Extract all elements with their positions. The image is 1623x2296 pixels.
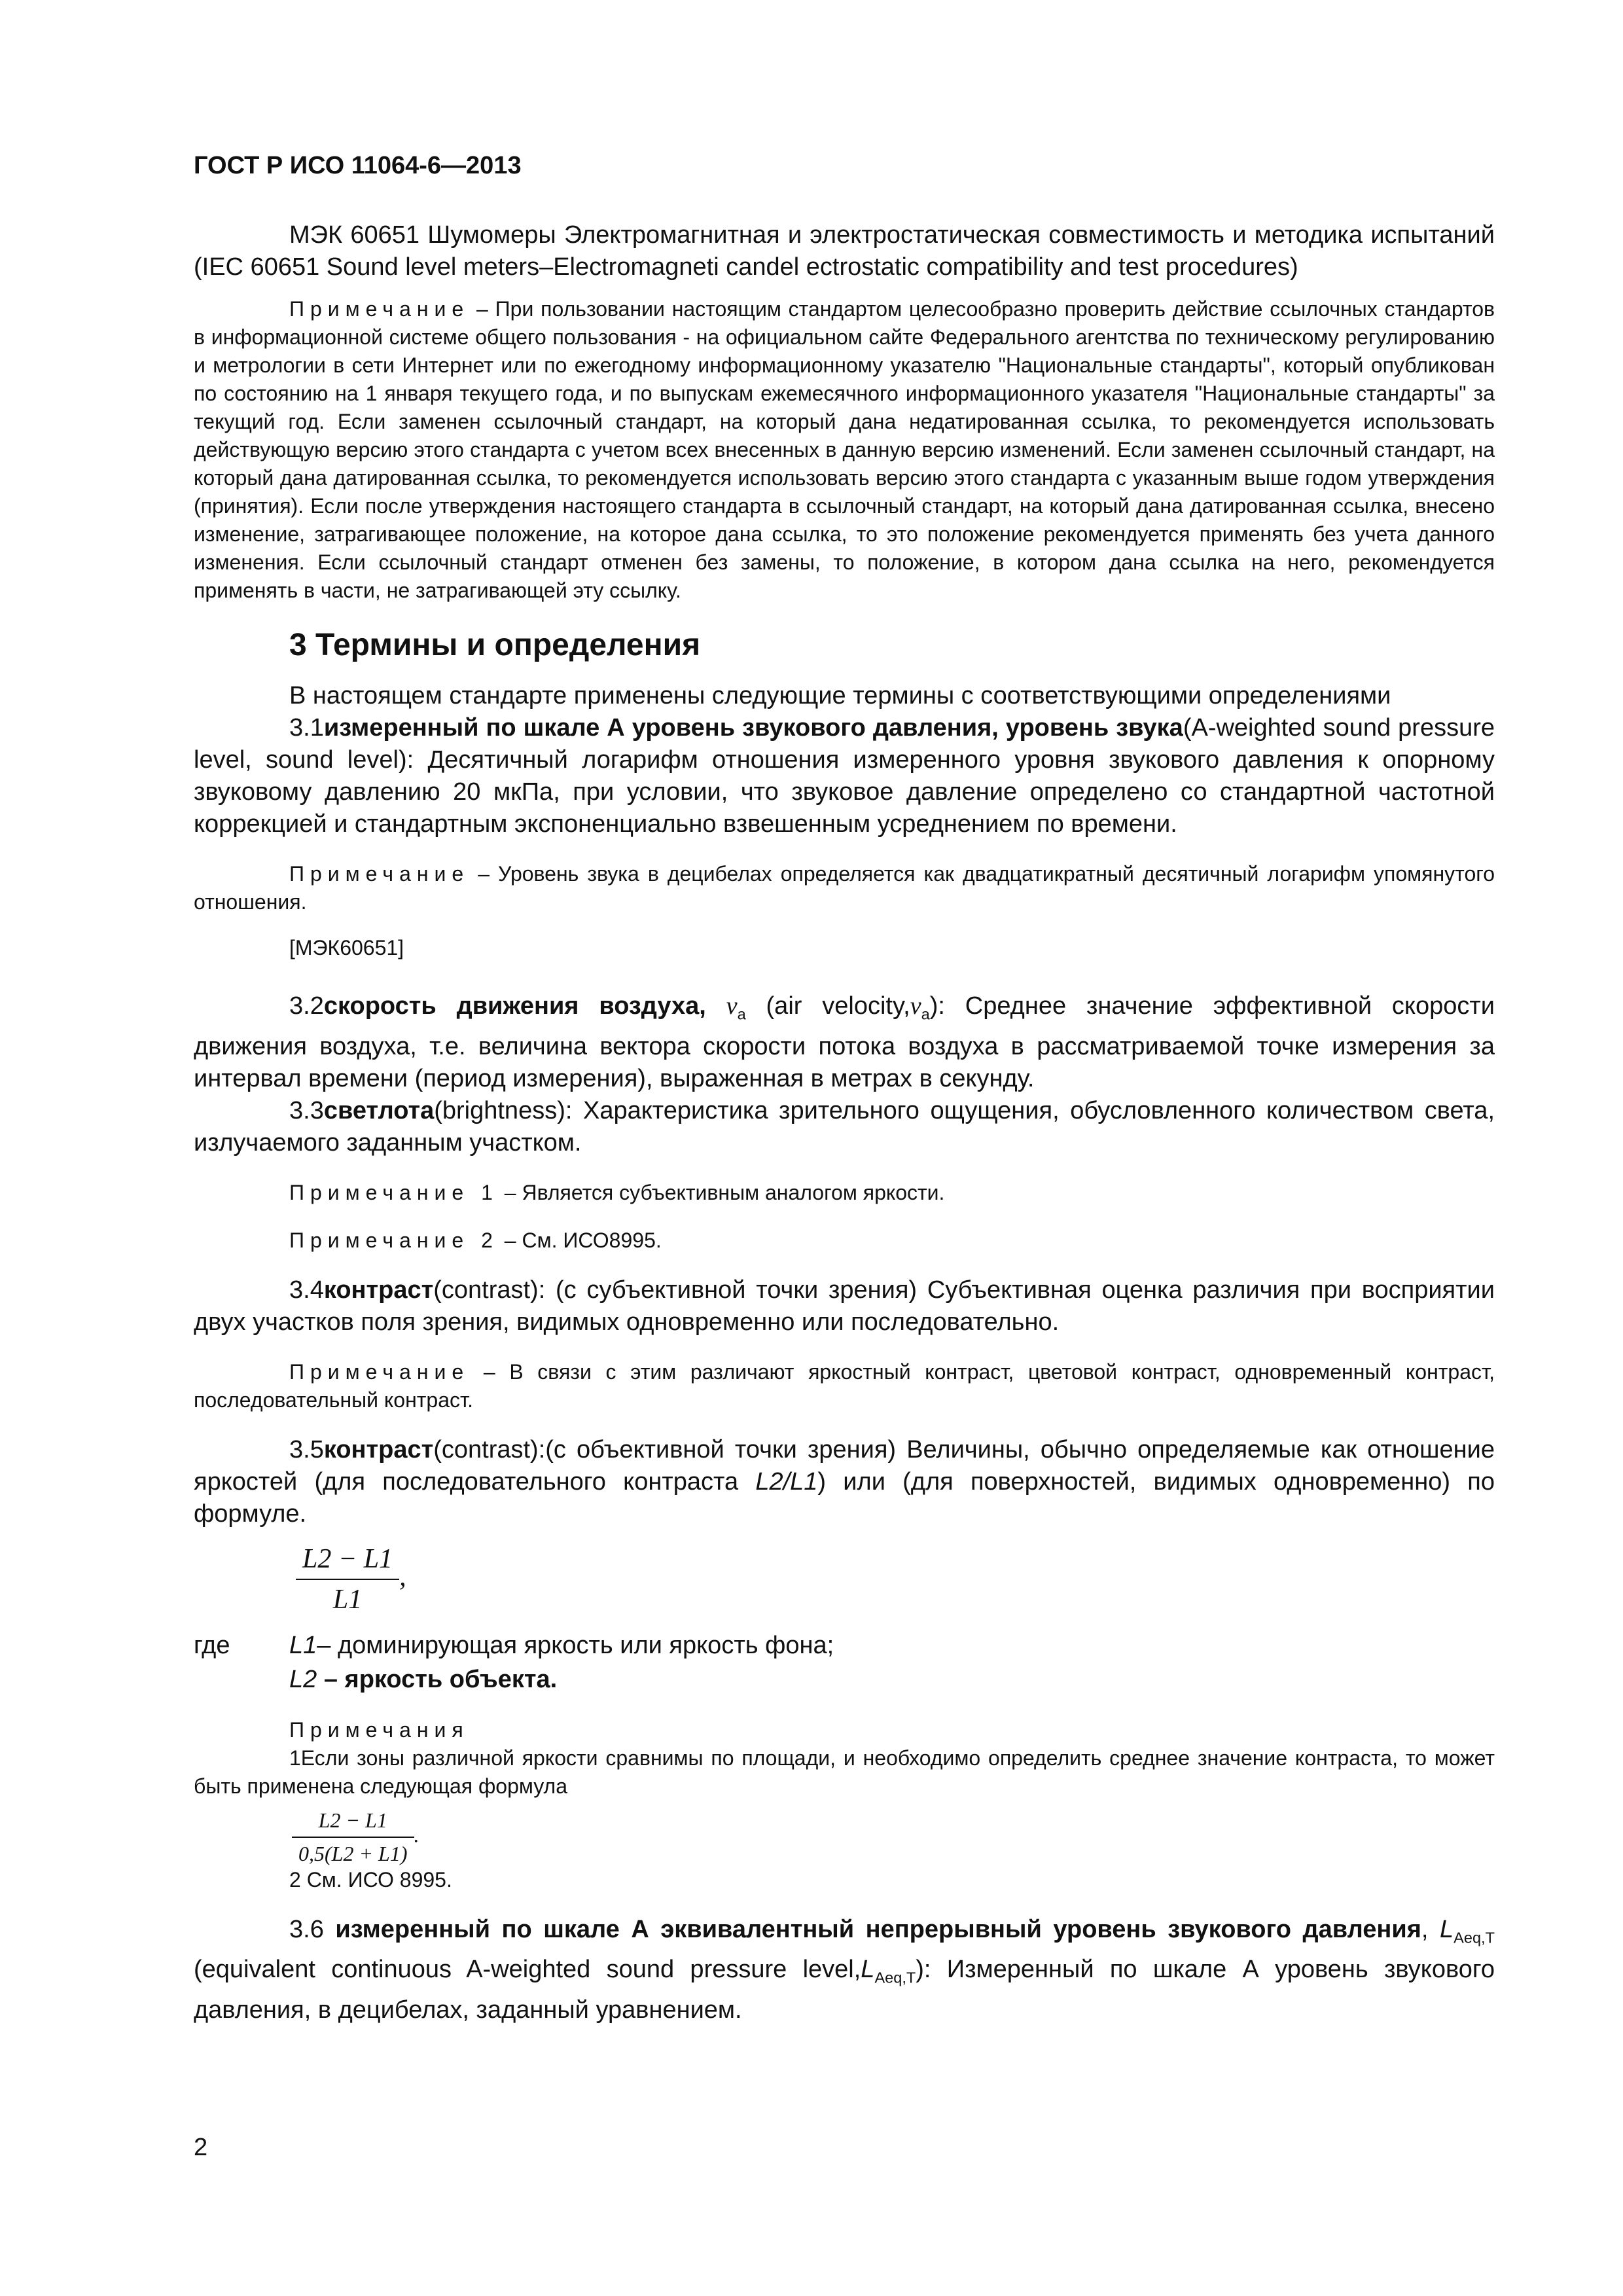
- where-label: где: [194, 1631, 230, 1659]
- fraction-numerator: L2 − L1: [296, 1543, 399, 1580]
- term-3-2: [194, 990, 1495, 1095]
- variable-symbol: L1: [289, 1631, 317, 1659]
- variable-description: – доминирующая яркость или яркость фона;: [317, 1631, 834, 1659]
- symbol: ν: [910, 992, 921, 1020]
- term-3-3-note-1: [194, 1179, 1495, 1207]
- term-3-5-note-1: 1Если зоны различной яркости сравнимы по площади, и необходимо определить среднее значение контраста, то может быть применена следующая формула: [194, 1746, 1495, 1798]
- variable-symbol: L2: [289, 1665, 317, 1693]
- term-3-5-note-2: 2 См. ИСО 8995.: [289, 1867, 452, 1892]
- term-name: контраст: [323, 1276, 434, 1304]
- note-text: – См. ИСО8995.: [498, 1228, 662, 1252]
- formula-punctuation: .: [414, 1822, 419, 1846]
- term-3-6: 3.6 измеренный по шкале А эквивалентный непрерывный уровень звукового давления, $L_{Aeq,T}$ (equivalent continuous A-weighted sound pressure $level,L_{Aeq,T}$): Измеренный по шкале А уровень звукового давления, в децибелах, заданный уравнением.: [194, 1915, 1495, 2024]
- note-text: – При пользовании настоящим стандартом целесообразно проверить действие ссылочных стандартов в информационной системе общего пользования - на официальном сайте Федерального агентства по техническому регулированию и метрологии в сети Интернет или по ежегодному информационному указателю "Национальные стандарты", который опубликован по состоянию на 1 января текущего года, и по выпускам ежемесячного информационного указателя "Национальные стандарты" за текущий год. Если заменен ссылочный стандарт, на который дана недатированная ссылка, то рекомендуется использовать действующую версию этого стандарта с учетом всех внесенных в данную версию изменений. Если заменен ссылочный стандарт, на который дана датированная ссылка, то рекомендуется использовать версию этого стандарта с указанным выше годом утверждения (принятия). Если после утверждения настоящего стандарта в ссылочный стандарт, на который дана датированная ссылка, внесено изменение, затрагивающее положение, на которое дана ссылка, то это положение рекомендуется применять без учета данного изменения. Если ссылочный стандарт отменен без замены, то положение, в котором дана ссылка на него, рекомендуется применять в части, не затрагивающей эту ссылку.: [194, 297, 1495, 602]
- term-name: измеренный по шкале А уровень звукового давления, уровень звука: [323, 714, 1183, 742]
- variable-description: – яркость объекта.: [317, 1665, 558, 1693]
- symbol: L: [861, 1956, 875, 1984]
- term-definition-end: ) или (для поверхностей, видимых одновременно) по формуле.: [194, 1467, 1495, 1528]
- symbol-subscript: Aeq,T: [874, 1969, 916, 1986]
- note-text: – В связи с этим различают яркостный контраст, цветовой контраст, одновременный контраст, последовательный контраст.: [194, 1359, 1495, 1412]
- symbol-subscript: Aeq,T: [1454, 1929, 1495, 1946]
- note-label: Примечание: [289, 297, 470, 321]
- where-line-l1: [194, 1628, 1495, 1662]
- term-english: (air velocity,: [745, 992, 910, 1020]
- notes-label: Примечания: [289, 1717, 469, 1742]
- term-name: скорость движения воздуха,: [323, 992, 706, 1020]
- term-definition: ): Среднее значение эффективной скорости движения воздуха, т.е. величина вектора скорости потока воздуха в рассматриваемой точке измерения за интервал времени (период измерения), выраженная в метрах в секунду.: [194, 992, 1495, 1092]
- symbol: L: [1440, 1915, 1454, 1943]
- term-name: контраст: [323, 1435, 434, 1463]
- term-3-3: [194, 1095, 1495, 1159]
- note-label: Примечание: [289, 862, 470, 886]
- term-name: светлота: [323, 1096, 435, 1124]
- note-label: Примечание: [289, 1359, 470, 1384]
- fraction-denominator: 0,5(L2 + L1): [298, 1841, 408, 1865]
- term-3-5-notes-label: [194, 1716, 1495, 1744]
- term-definition: (contrast):(с объективной точки зрения) Величины, обычно определяемые как отношение яркостей (для последовательного контраста: [194, 1435, 1495, 1496]
- note-normative-references: [194, 295, 1495, 605]
- formula-punctuation: ,: [399, 1562, 406, 1592]
- section-intro: В настоящем стандарте применены следующие термины с соответствующими определениями: [289, 682, 1391, 709]
- symbol-subscript: a: [921, 1005, 930, 1023]
- formula-contrast: [296, 1543, 1495, 1615]
- note-label: Примечание 1: [289, 1180, 499, 1204]
- term-number: 3.6: [289, 1915, 324, 1943]
- term-3-1-source: [МЭК60651]: [289, 936, 404, 960]
- document-header: ГОСТ Р ИСО 11064-6—2013: [194, 152, 522, 179]
- note-label: Примечание 2: [289, 1228, 499, 1252]
- fraction-denominator: L1: [332, 1584, 363, 1615]
- term-definition: (A-weighted sound pressure level, sound level): Десятичный логарифм отношения измеренного уровня звукового давления к опорному звуковому давлению 20 мкПа, при условии, что звуковое давление определено со стандартной частотной коррекцией и стандартным экспоненциально взвешенным усреднением по времени.: [194, 714, 1495, 838]
- fraction: [296, 1543, 399, 1615]
- note-text: – Является субъективным аналогом яркости.: [498, 1180, 945, 1204]
- fraction: [292, 1808, 414, 1866]
- term-3-4-note: [194, 1358, 1495, 1414]
- reference-entry-iec60651: МЭК 60651 Шумомеры Электромагнитная и электростатическая совместимость и методика испытаний (IEC 60651 Sound level meters–Electromagneti candel ectrostatic compatibility and test procedures): [194, 221, 1495, 281]
- term-3-1-note: [194, 860, 1495, 916]
- term-3-5: [194, 1434, 1495, 1530]
- term-definition: ): Измеренный по шкале А уровень звукового давления, в децибелах, заданный уравнением.: [194, 1956, 1495, 2024]
- note-text: – Уровень звука в децибелах определяется как двадцатикратный десятичный логарифм упомянутого отношения.: [194, 862, 1495, 914]
- symbol: ν: [726, 992, 738, 1020]
- section-title: 3 Термины и определения: [289, 628, 701, 662]
- term-number: 3.4: [289, 1276, 324, 1304]
- term-3-4: [194, 1274, 1495, 1338]
- term-3-1: [194, 712, 1495, 840]
- term-number: 3.3: [289, 1096, 324, 1124]
- term-number: 3.5: [289, 1435, 324, 1463]
- symbol-subscript: a: [737, 1005, 746, 1023]
- term-number: 3.2: [289, 992, 324, 1020]
- fraction-numerator: L2 − L1: [292, 1808, 414, 1838]
- formula-average-contrast: [292, 1808, 1495, 1866]
- formula-where-block: [194, 1628, 1495, 1696]
- term-number: 3.1: [289, 714, 324, 742]
- term-name: измеренный по шкале А эквивалентный непрерывный уровень звукового давления: [335, 1915, 1421, 1943]
- ratio-symbol: L2/L1: [755, 1467, 818, 1496]
- term-english: (equivalent continuous A-weighted sound pressure level,: [194, 1956, 861, 1984]
- term-definition: (contrast): (с субъективной точки зрения) Субъективная оценка различия при восприятии двух участков поля зрения, видимых одновременно или последовательно.: [194, 1276, 1495, 1336]
- term-definition: (brightness): Характеристика зрительного ощущения, обусловленного количеством света, излучаемого заданным участком.: [194, 1096, 1495, 1157]
- page-number: 2: [194, 2134, 208, 2161]
- where-line-l2: [194, 1662, 1495, 1696]
- term-3-3-note-2: [194, 1227, 1495, 1255]
